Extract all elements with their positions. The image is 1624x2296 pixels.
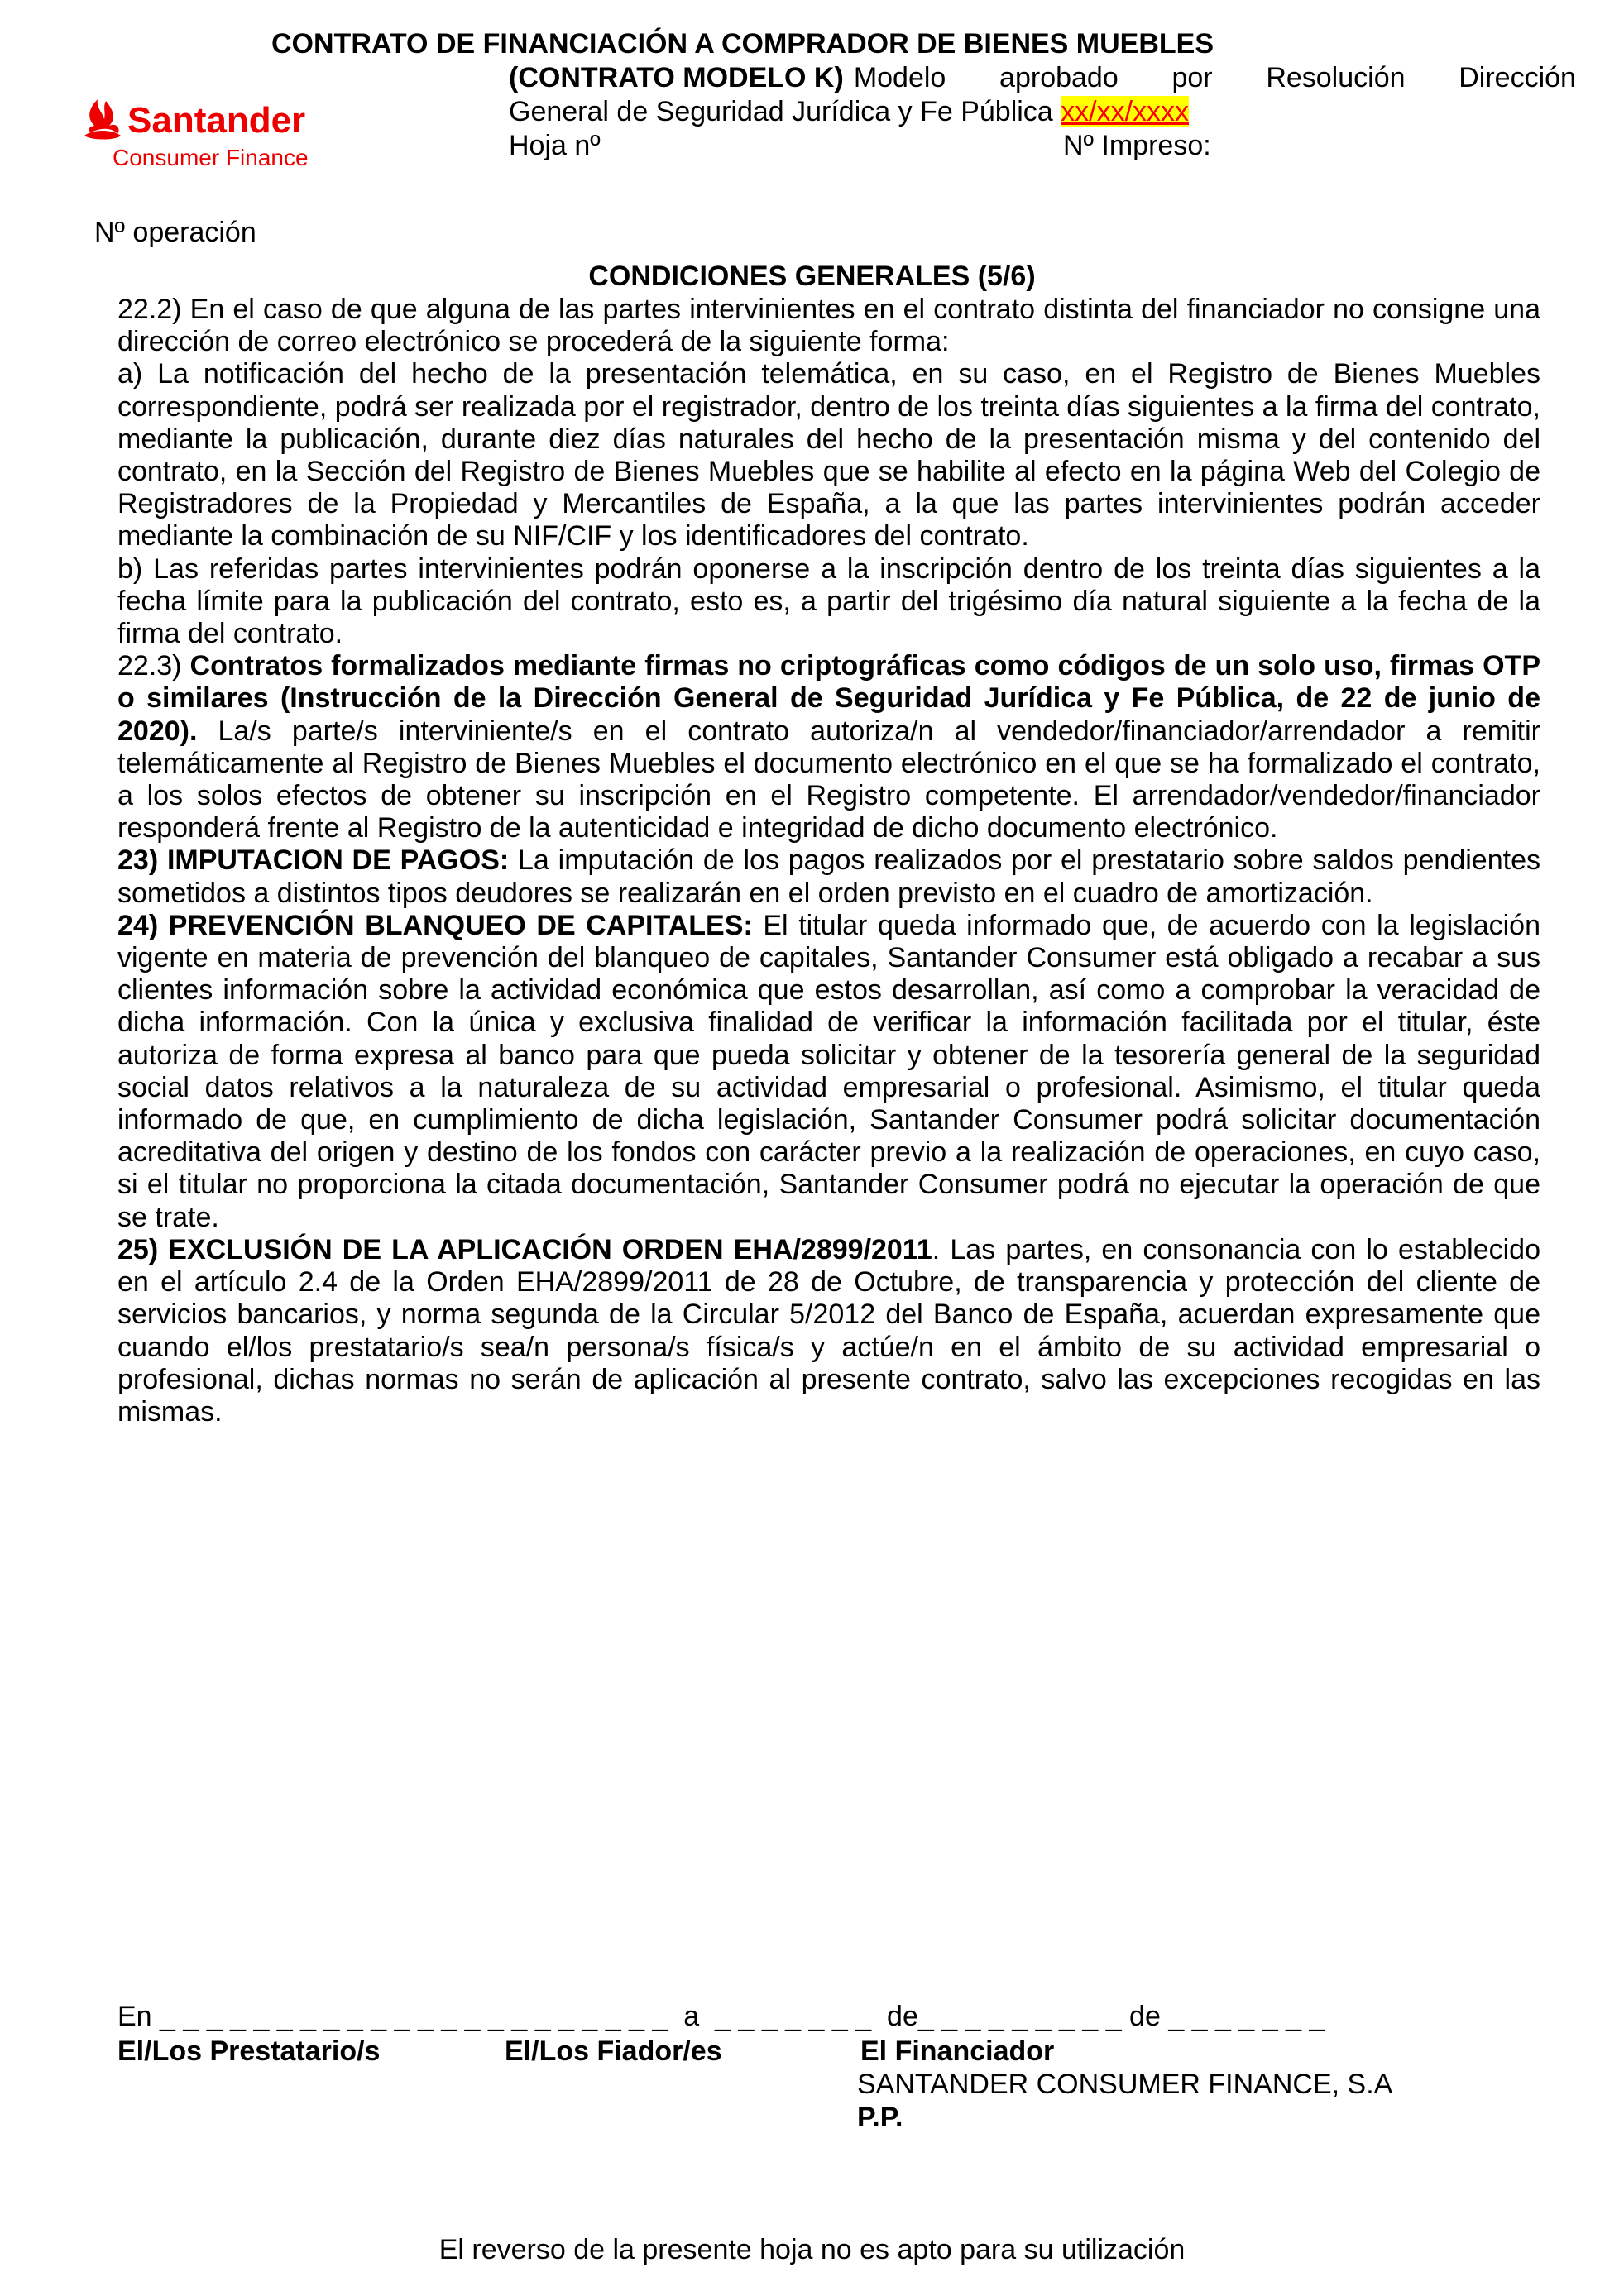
clause-heading: 24) PREVENCIÓN BLANQUEO DE CAPITALES:	[117, 909, 753, 941]
clause-number: 22.3)	[117, 650, 190, 682]
clause-text: a) La notificación del hecho de la presentación telemática, en su caso, en el Registro de Bienes Muebles correspondiente, podrá ser realizada por el registrador, dentro de los treinta días siguientes a la firma del contrato, mediante la publicación, durante diez días naturales del hecho de la presentación misma y del contenido del contrato, en la Sección del Registro de Bienes Muebles que se habilite al efecto en la página Web del Colegio de Registradores de la Propiedad y Mercantiles de España, a la que las partes intervinientes podrán acceder mediante la combinación de su NIF/CIF y los identificadores del contrato.	[117, 358, 1540, 552]
hoja-row	[509, 129, 1576, 163]
section-title: CONDICIONES GENERALES (5/6)	[588, 261, 1036, 292]
clause-text: b) Las referidas partes intervinientes podrán oponerse a la inscripción dentro de los treinta días siguientes a la fecha límite para la publicación del contrato, esto es, a partir del trigésimo día natural siguiente a la fecha de la firma del contrato.	[117, 552, 1540, 650]
sheet-number-label: Hoja nº	[509, 130, 601, 161]
guarantors-signature-label: El/Los Fiador/es	[505, 2035, 722, 2067]
clause-text: . Las partes, en consonancia con lo establecido en el artículo 2.4 de la Orden EHA/2899/2011 de 28 de Octubre, de transparencia y protección del cliente de servicios bancarios, y norma segunda de la Circular 5/2012 del Banco de España, acuerdan expresamente que cuando el/los prestatario/s sea/n persona/s física/s y actúe/n en el ámbito de su actividad empresarial o profesional, dichas normas no serán de aplicación al presente contrato, salvo las excepciones recogidas en las mismas.	[117, 1233, 1540, 1428]
per-procuration-label: P.P.	[857, 2102, 903, 2133]
signature-place-date-line: En _ _ _ _ _ _ _ _ _ _ _ _ _ _ _ _ _ _ _ _ _ _ a _ _ _ _ _ _ _ de_ _ _ _ _ _ _ _ _ de _ _ _ _ _ _ _	[117, 2001, 1325, 2032]
logo-subtitle-text: Consumer Finance	[113, 145, 309, 170]
model-label: (CONTRATO MODELO K)	[509, 62, 844, 93]
logo-brand-text: Santander	[127, 100, 306, 141]
clause-text: 22.2) En el caso de que alguna de las partes intervinientes en el contrato distinta del financiador no consigne una dirección de correo electrónico se procederá de la siguiente forma:	[117, 294, 1540, 358]
clause-text: El titular queda informado que, de acuerdo con la legislación vigente en materia de prevención del blanqueo de capitales, Santander Consumer está obligado a recabar a sus clientes información sobre la actividad económica que estos desarrollan, así como a comprobar la veracidad de dicha información. Con la única y exclusiva finalidad de verificar la información facilitada por el titular, éste autoriza de forma expresa al banco para que pueda solicitar y obtener de la tesorería general de la seguridad social datos relativos a la naturaleza de su actividad empresarial o profesional. Asimismo, el titular queda informado de que, en cumplimiento de dicha legislación, Santander Consumer podrá solicitar documentación acreditativa del origen y destino de los fondos con carácter previo a la realización de operaciones, en cuyo caso, si el titular no proporciona la citada documentación, Santander Consumer podrá no ejecutar la operación de que se trate.	[117, 909, 1540, 1233]
santander-logo	[79, 93, 352, 172]
clause-22-2-b	[117, 553, 1540, 651]
footer-note: El reverso de la presente hoja no es apto para su utilización	[438, 2234, 1186, 2265]
clause-text: La imputación de los pagos realizados por el prestatario sobre saldos pendientes sometidos a distintos tipos deudores se realizarán en el orden previsto en el cuadro de amortización.	[117, 844, 1540, 909]
borrowers-signature-label: El/Los Prestatario/s	[117, 2035, 381, 2067]
model-line	[509, 61, 1576, 95]
model-word: por	[1171, 62, 1213, 93]
conditions-body	[117, 294, 1540, 1428]
model-word: aprobado	[999, 62, 1119, 93]
model-word: Modelo	[853, 62, 946, 93]
clause-22-3	[117, 650, 1540, 844]
clause-22-2-a	[117, 358, 1540, 552]
header-model-block	[509, 61, 1576, 163]
santander-flame-icon	[79, 93, 352, 172]
approval-authority: General de Seguridad Jurídica y Fe Pública	[509, 96, 1061, 127]
clause-heading: Contratos formalizados mediante firmas no criptográficas como códigos de un solo uso, firmas OTP o similares (Instrucción de la Dirección General de Seguridad Jurídica y Fe Pública, de 22 de junio de 2020).	[117, 650, 1540, 747]
clause-heading: 25) EXCLUSIÓN DE LA APLICACIÓN ORDEN EHA/2899/2011	[117, 1233, 932, 1265]
document-title: CONTRATO DE FINANCIACIÓN A COMPRADOR DE BIENES MUEBLES	[271, 28, 1214, 60]
print-number-label: Nº Impreso:	[1063, 130, 1211, 161]
operation-number-label: Nº operación	[94, 217, 256, 248]
clause-heading: 23) IMPUTACION DE PAGOS:	[117, 844, 510, 877]
financier-signature-label: El Financiador	[860, 2035, 1055, 2067]
model-word: Resolución	[1266, 62, 1406, 93]
model-approval-text	[854, 61, 1576, 95]
model-word: Dirección	[1459, 62, 1576, 93]
clause-25	[117, 1234, 1540, 1428]
financier-company-name: SANTANDER CONSUMER FINANCE, S.A	[857, 2069, 1393, 2100]
clause-23	[117, 844, 1540, 909]
clause-24	[117, 910, 1540, 1234]
clause-22-2-intro	[117, 294, 1540, 358]
date-placeholder: xx/xx/xxxx	[1061, 96, 1190, 127]
model-line-2	[509, 95, 1576, 129]
clause-text: La/s parte/s interviniente/s en el contrato autoriza/n al vendedor/financiador/arrendador a remitir telemáticamente al Registro de Bienes Muebles el documento electrónico en el que se ha formalizado el contrato, a los solos efectos de obtener su inscripción en el Registro competente. El arrendador/vendedor/financiador responderá frente al Registro de la autenticidad e integridad de dicho documento electrónico.	[117, 715, 1540, 844]
